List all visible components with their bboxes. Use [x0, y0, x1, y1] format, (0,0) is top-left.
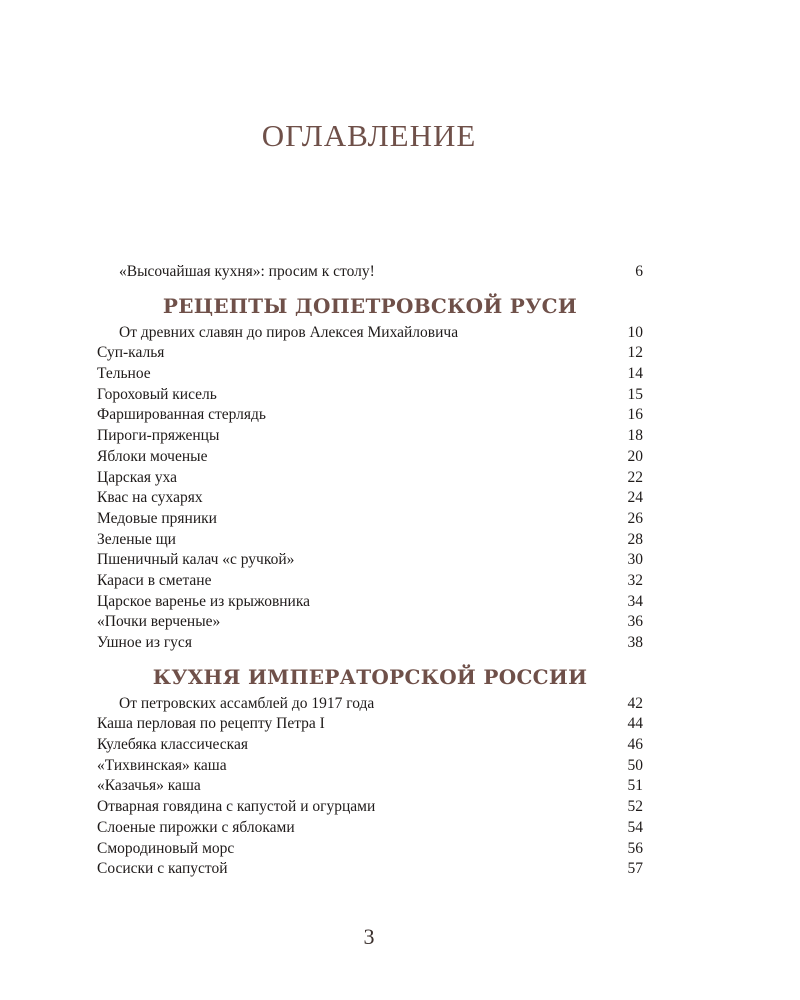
toc-entry[interactable]: [97, 797, 643, 818]
toc-entry-title: Пшеничный калач «с ручкой»: [97, 551, 295, 569]
toc-entry-title: Отварная говядина с капустой и огурцами: [97, 798, 376, 816]
toc-entry-title: Квас на сухарях: [97, 489, 203, 507]
toc-entry[interactable]: [97, 530, 643, 551]
toc-entry-title: Каша перловая по рецепту Петра I: [97, 715, 325, 733]
toc-entry-page: 22: [627, 468, 643, 486]
toc-entry[interactable]: [97, 385, 643, 406]
toc-entry-title: Пироги-пряженцы: [97, 427, 220, 445]
toc-entry-title: Медовые пряники: [97, 509, 217, 527]
toc-entry-page: 30: [627, 551, 643, 569]
toc-entry-title: Ушное из гуся: [97, 634, 192, 651]
toc-entry[interactable]: [97, 509, 643, 530]
toc-entry-title: Гороховый кисель: [97, 385, 217, 403]
toc-entry-title: Яблоки моченые: [97, 447, 208, 465]
toc-entry[interactable]: [97, 839, 643, 860]
toc-entry-page: 32: [627, 571, 643, 589]
toc-entry[interactable]: [97, 550, 643, 571]
section-intro-entry[interactable]: [97, 694, 643, 715]
toc-entry[interactable]: [97, 592, 643, 613]
toc-entry-page: 54: [627, 818, 643, 836]
toc-entry-page: 18: [627, 427, 643, 445]
toc-entry-page: 12: [627, 344, 643, 362]
toc-entry-page: 36: [627, 613, 643, 631]
toc-entry-title: От петровских ассамблей до 1917 года: [119, 694, 375, 712]
toc-entry-title: «Казачья» каша: [97, 777, 201, 795]
toc-entry[interactable]: [97, 426, 643, 447]
toc-entry-page: 57: [627, 860, 643, 878]
section-heading[interactable]: КУХНЯ ИМПЕРАТОРСКОЙ РОССИИ: [152, 664, 588, 689]
toc-entry-title: Сосиски с капустой: [97, 860, 228, 878]
toc-entry-page: 16: [627, 406, 643, 424]
toc-entry[interactable]: [97, 735, 643, 756]
toc-entry-title: «Высочайшая кухня»: просим к столу!: [119, 263, 375, 280]
toc-entry-page: 50: [627, 756, 643, 774]
toc-entry[interactable]: [97, 468, 643, 489]
toc-entry-page: 44: [627, 715, 643, 733]
toc-entry-page: 10: [627, 323, 643, 341]
toc-entry-title: Царская уха: [97, 468, 178, 486]
toc-entry-title: Тельное: [97, 365, 151, 383]
toc-entry-page: 14: [627, 365, 643, 383]
toc-entry[interactable]: [97, 633, 643, 654]
toc-entry-page: 6: [635, 263, 643, 280]
toc-entry-title: «Почки верченые»: [97, 613, 221, 631]
toc-entry-title: Зеленые щи: [97, 530, 176, 548]
toc-entry-title: Царское варенье из крыжовника: [97, 592, 311, 610]
toc-entry-page: 24: [627, 489, 643, 507]
toc-entry[interactable]: [97, 488, 643, 509]
page-title: ОГЛАВЛЕНИЕ: [261, 118, 477, 153]
toc-entry-title: От древних славян до пиров Алексея Михайловича: [119, 323, 459, 341]
toc-entry[interactable]: [97, 571, 643, 592]
toc-entry[interactable]: [97, 405, 643, 426]
toc-entry-title: Караси в сметане: [97, 571, 212, 589]
page-number: 3: [363, 924, 375, 949]
toc-entry[interactable]: [97, 776, 643, 797]
toc-entry-page: 46: [627, 736, 643, 754]
toc-entry-page: 52: [627, 798, 643, 816]
toc-entry-page: 42: [627, 694, 643, 712]
toc-entry-page: 38: [627, 634, 643, 651]
toc-entry-page: 34: [627, 592, 643, 610]
toc-intro-entry[interactable]: [97, 262, 643, 283]
toc-entry-page: 56: [627, 839, 643, 857]
toc-entry-page: 51: [627, 777, 643, 795]
toc-entry-title: Кулебяка классическая: [97, 736, 248, 754]
toc-entry[interactable]: [97, 612, 643, 633]
toc-entry-title: Слоеные пирожки с яблоками: [97, 818, 295, 836]
toc-entry-page: 15: [627, 385, 643, 403]
toc-entry[interactable]: [97, 714, 643, 735]
toc-entry[interactable]: [97, 859, 643, 880]
toc-entry-title: Смородиновый морс: [97, 839, 235, 857]
toc-entry[interactable]: [97, 818, 643, 839]
section-intro-entry[interactable]: [97, 323, 643, 344]
toc-entry[interactable]: [97, 756, 643, 777]
toc-entry-title: Фаршированная стерлядь: [97, 406, 266, 424]
table-of-contents: [97, 262, 643, 880]
toc-entry-page: 26: [627, 509, 643, 527]
toc-entry[interactable]: [97, 343, 643, 364]
toc-entry-title: «Тихвинская» каша: [97, 756, 227, 774]
section-heading[interactable]: РЕЦЕПТЫ ДОПЕТРОВСКОЙ РУСИ: [162, 293, 578, 318]
toc-entry-page: 28: [627, 530, 643, 548]
toc-entry-title: Суп-калья: [97, 344, 165, 362]
toc-entry[interactable]: [97, 447, 643, 468]
toc-entry[interactable]: [97, 364, 643, 385]
toc-entry-page: 20: [627, 447, 643, 465]
